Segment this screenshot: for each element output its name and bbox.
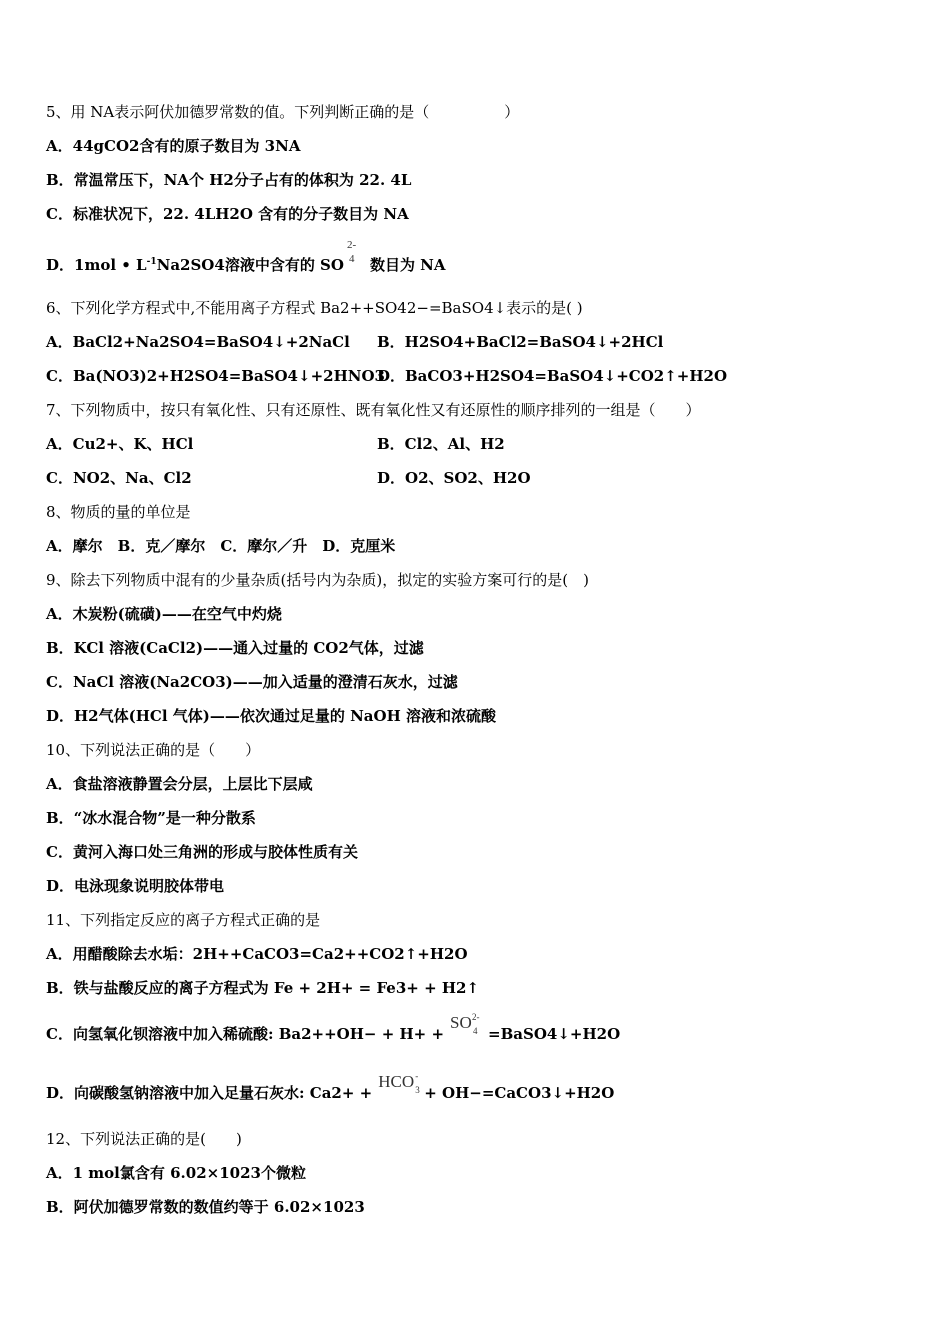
q9-option-a: A．木炭粉(硫磺)——在空气中灼烧	[46, 605, 282, 623]
q5-d-sup: -1	[146, 257, 157, 267]
q9-option-d: D．H2气体(HCl 气体)——依次通过足量的 NaOH 溶液和浓硫酸	[46, 707, 496, 725]
q6-option-a: A．BaCl2+Na2SO4=BaSO4↓+2NaCl	[46, 333, 350, 351]
q6-option-d: D．BaCO3+H2SO4=BaSO4↓+CO2↑+H2O	[377, 367, 728, 385]
sulfate-subscript: 4	[348, 253, 355, 265]
q7-option-a: A．Cu2+、K、HCl	[46, 435, 194, 453]
bicarbonate-ion-formula	[372, 1071, 424, 1103]
q10-option-a: A．食盐溶液静置会分层，上层比下层咸	[46, 775, 313, 793]
q5-option-c: C．标准状况下，22. 4LH2O 含有的分子数目为 NA	[46, 205, 409, 223]
q11-stem: 11、下列指定反应的离子方程式正确的是	[46, 911, 321, 929]
bicarbonate-charge: -	[415, 1071, 419, 1081]
q9-option-c: C．NaCl 溶液(Na2CO3)——加入适量的澄清石灰水，过滤	[46, 673, 458, 691]
sulfate-charge: 2-	[472, 1012, 480, 1022]
q7-option-b: B．Cl2、Al、H2	[377, 435, 505, 453]
q5-stem: 5、用 NA表示阿伏加德罗常数的值。下列判断正确的是（ ）	[46, 103, 520, 121]
sulfate-ion-formula	[344, 239, 370, 272]
sulfate-ion-formula	[444, 1012, 488, 1044]
q5-option-d	[46, 239, 446, 275]
q11-d-pre: D．向碳酸氢钠溶液中加入足量石灰水: Ca2+ +	[46, 1084, 373, 1102]
q8-options: A．摩尔 B．克／摩尔 C．摩尔／升 D．克厘米	[46, 537, 396, 555]
q7-stem: 7、下列物质中，按只有氧化性、只有还原性、既有氧化性又有还原性的顺序排列的一组是（ ）	[46, 401, 701, 419]
q11-option-d	[46, 1071, 615, 1103]
q12-stem: 12、下列说法正确的是( )	[46, 1130, 242, 1148]
q5-option-a: A．44gCO2含有的原子数目为 3NA	[46, 137, 301, 155]
sulfate-symbol: SO	[450, 1013, 472, 1032]
q6-stem: 6、下列化学方程式中,不能用离子方程式 Ba2++SO42−=BaSO4↓表示的是( )	[46, 299, 583, 317]
q5-d-pre: D．1mol • L	[46, 256, 147, 274]
sulfate-subscript: 4	[473, 1026, 478, 1036]
bicarbonate-subscript: 3	[415, 1085, 420, 1095]
q5-option-b: B．常温常压下，NA个 H2分子占有的体积为 22. 4L	[46, 171, 412, 189]
q10-option-d: D．电泳现象说明胶体带电	[46, 877, 225, 895]
q9-stem: 9、除去下列物质中混有的少量杂质(括号内为杂质)，拟定的实验方案可行的是( )	[46, 571, 589, 589]
q11-c-pre: C．向氢氧化钡溶液中加入稀硫酸: Ba2++OH− + H+ +	[46, 1025, 445, 1043]
q6-option-c: C．Ba(NO3)2+H2SO4=BaSO4↓+2HNO3	[46, 367, 385, 385]
q5-d-mid: Na2SO4溶液中含有的 SO	[156, 256, 344, 274]
q11-option-a: A．用醋酸除去水垢：2H++CaCO3=Ca2++CO2↑+H2O	[46, 945, 468, 963]
q9-option-b: B．KCl 溶液(CaCl2)——通入过量的 CO2气体，过滤	[46, 639, 424, 657]
q11-option-c	[46, 1012, 621, 1044]
q7-option-c: C．NO2、Na、Cl2	[46, 469, 192, 487]
q8-stem: 8、物质的量的单位是	[46, 503, 191, 521]
q7-option-d: D．O2、SO2、H2O	[377, 469, 531, 487]
q11-c-post: =BaSO4↓+H2O	[488, 1025, 621, 1043]
sulfate-charge: 2-	[346, 239, 357, 251]
q12-option-a: A．1 mol氯含有 6.02×1023个微粒	[46, 1164, 306, 1182]
q5-d-post: 数目为 NA	[369, 256, 446, 274]
q11-d-post: + OH−=CaCO3↓+H2O	[424, 1084, 615, 1102]
q11-option-b: B．铁与盐酸反应的离子方程式为 Fe + 2H+ = Fe3+ + H2↑	[46, 979, 480, 997]
q10-stem: 10、下列说法正确的是（ ）	[46, 741, 261, 759]
q6-option-b: B．H2SO4+BaCl2=BaSO4↓+2HCl	[377, 333, 664, 351]
bicarbonate-symbol: HCO	[378, 1072, 415, 1091]
q10-option-c: C．黄河入海口处三角洲的形成与胶体性质有关	[46, 843, 358, 861]
q12-option-b: B．阿伏加德罗常数的数值约等于 6.02×1023	[46, 1198, 365, 1216]
q10-option-b: B．“冰水混合物”是一种分散系	[46, 809, 256, 827]
